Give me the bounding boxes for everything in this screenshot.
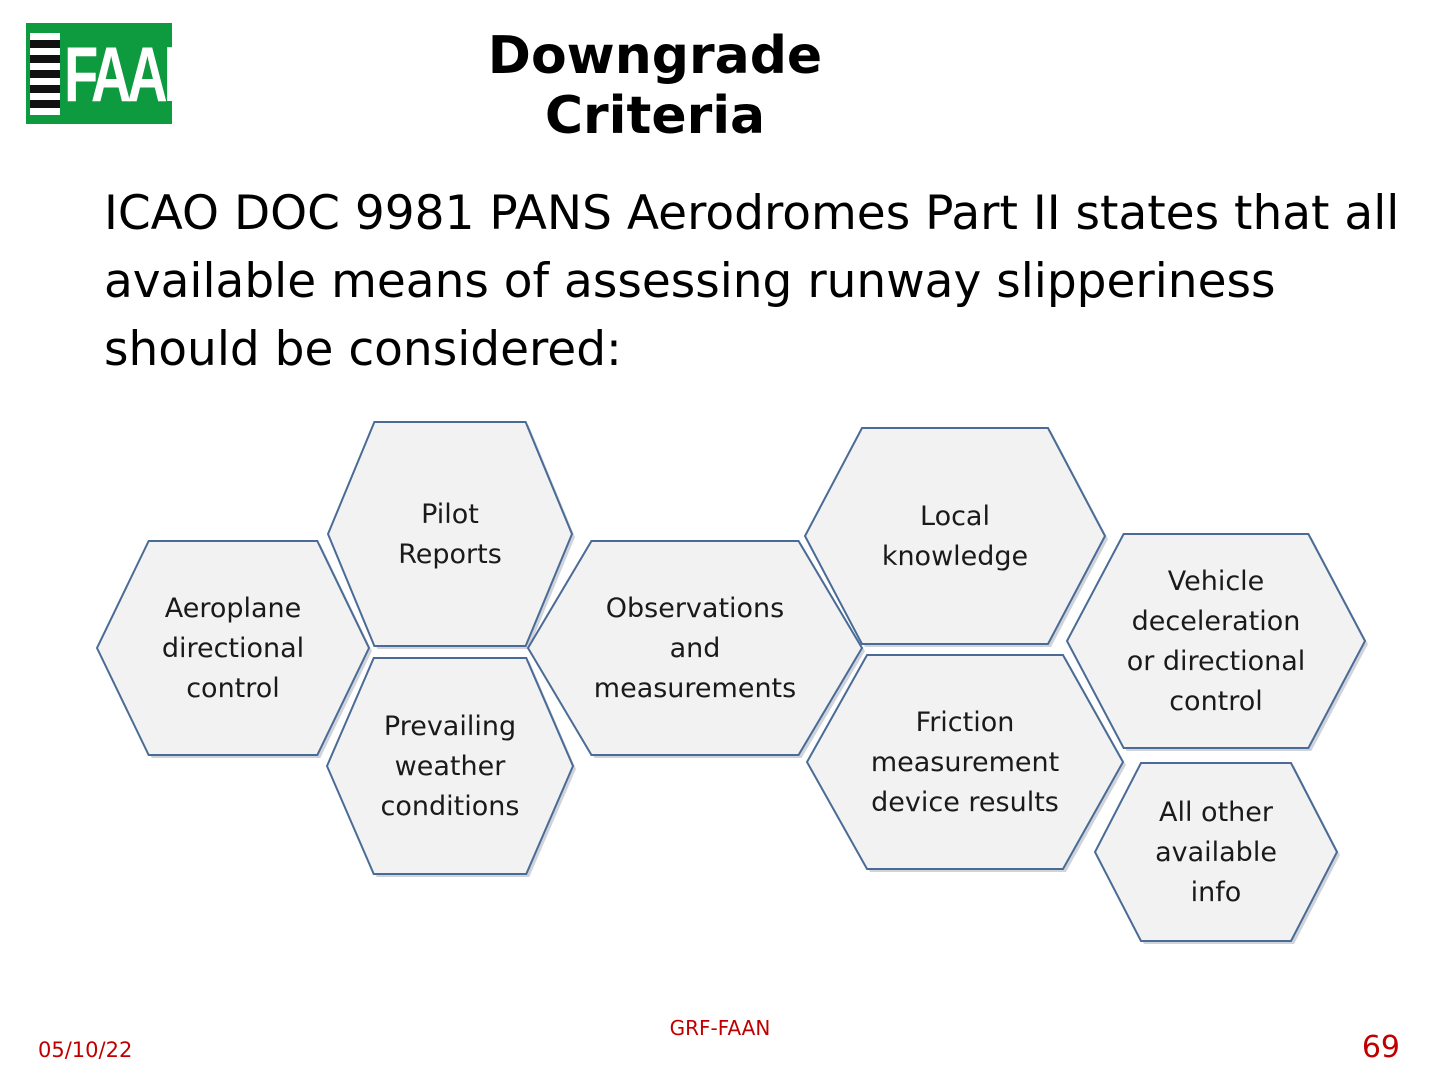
intro-text: ICAO DOC 9981 PANS Aerodromes Part II states that all available means of assessing runway slipperiness should be considered: [104, 186, 1400, 377]
hexagon-observations [528, 541, 865, 758]
hexagon-shape [805, 428, 1105, 644]
hexagon-label-line: conditions [380, 791, 520, 822]
hexagon-label-line: All other [1159, 797, 1273, 828]
hexagon-label-line: Reports [398, 539, 502, 570]
hexagon-local [805, 428, 1108, 647]
hexagon-friction [807, 655, 1126, 872]
hexagon-label-line: or directional [1126, 646, 1306, 677]
hexagon-label-line: Local [920, 501, 990, 532]
hexagon-label-line: measurements [593, 673, 797, 704]
footer-center-text: GRF-FAAN [669, 1016, 771, 1040]
hexagon-pilot [328, 422, 575, 649]
hexagon-vehicle [1067, 534, 1368, 751]
hexagon-label-line: Pilot [421, 499, 479, 530]
hexagon-label-line: knowledge [881, 541, 1029, 572]
hexagon-label-line: and [669, 633, 721, 664]
hexagon-label-line: Vehicle [1167, 566, 1265, 597]
hexagon-label-line: Prevailing [383, 711, 517, 742]
hexagon-shape [328, 422, 572, 646]
hexagon-label-line: deceleration [1131, 606, 1301, 637]
hexagon-aeroplane [97, 541, 372, 758]
hexagon-label-line: available [1155, 837, 1277, 868]
hexagon-label-line: control [186, 673, 280, 704]
hexagon-other [1095, 763, 1340, 944]
page-number: 69 [1361, 1030, 1400, 1065]
hexagon-weather [327, 658, 576, 877]
footer-date: 05/10/22 [38, 1038, 133, 1062]
hexagon-label-line: info [1190, 877, 1242, 908]
hexagon-label-line: device results [871, 787, 1059, 818]
page-title: Downgrade Criteria [487, 26, 823, 146]
hexagon-label-line: Aeroplane [164, 593, 302, 624]
hexagon-label-line: Friction [915, 707, 1015, 738]
logo-text: FAAN [64, 29, 200, 118]
hexagon-label-line: control [1169, 686, 1263, 717]
hexagon-label-line: Observations [605, 593, 785, 624]
hexagon-label-line: measurement [870, 747, 1060, 778]
hexagon-label-line: weather [394, 751, 506, 782]
hexagon-label-line: directional [161, 633, 305, 664]
